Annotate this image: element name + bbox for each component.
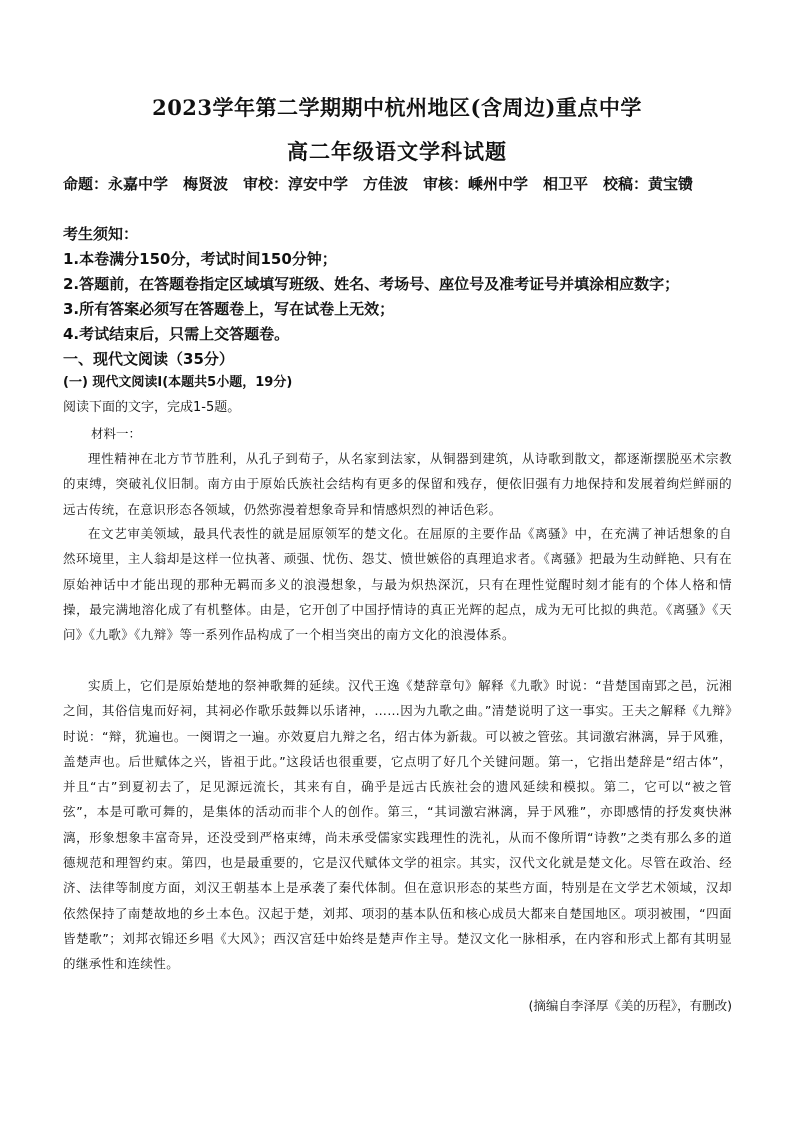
material-label: 材料一： [91,426,142,441]
exam-title-line2: 高二年级语文学科试题 [287,139,507,164]
authors-line: 命题：永嘉中学 梅贤波 审校：淳安中学 方佳波 审核：嵊州中学 相卫平 校稿：黄宝镄 [63,175,694,193]
note-item: 3.所有答案必须写在答题卷上，写在试卷上无效； [63,300,395,318]
exam-title-line1: 2023学年第二学期期中杭州地区(含周边)重点中学 [152,95,642,120]
note-item: 1.本卷满分150分，考试时间150分钟； [63,250,337,268]
subsection-title: (一) 现代文阅读Ⅰ(本题共5小题，19分) [63,375,293,390]
reading-instruction: 阅读下面的文字，完成1-5题。 [63,400,241,415]
section-title: 一、现代文阅读（35分） [63,350,234,368]
source-citation: (摘编自李泽厚《美的历程》，有删改) [528,998,732,1013]
passage-paragraph: 在文艺审美领域，最具代表性的就是屈原领军的楚文化。在屈原的主要作品《离骚》中，在充满了神话想象的自然环境里，主人翁却是这样一位执著、顽强、忧伤、怨艾、愤世嫉俗的真理追求者。《离骚》把最为生动鲜艳、只有在原始神话中才能出现的那种无羁而多义的浪漫想象，与最为炽热深沉，只有在理性觉醒时刻才能有的个体人格和情操，最完满地溶化成了有机整体。由是，它开创了中国抒情诗的真正光辉的起点，成为无可比拟的典范。《离骚》《天问》《九歌》《九辩》等一系列作品构成了一个相当突出的南方文化的浪漫体系。 [63,526,732,643]
passage-paragraph: 理性精神在北方节节胜利，从孔子到荀子，从名家到法家，从铜器到建筑，从诗歌到散文，都逐渐摆脱巫术宗教的束缚，突破礼仪旧制。南方由于原始氏族社会结构有更多的保留和残存，便依旧强有力地保持和发展着绚烂鲜丽的远古传统，在意识形态各领域，仍然弥漫着想象奇异和情感炽烈的神话色彩。 [63,451,732,517]
passage-paragraph: 实质上，它们是原始楚地的祭神歌舞的延续。汉代王逸《楚辞章句》解释《九歌》时说：“昔楚国南郢之邑，沅湘之间，其俗信鬼而好祠，其祠必作歌乐鼓舞以乐诸神，……因为九歌之曲。”清楚说明了这一事实。王夫之解释《九辩》时说：“辩，犹遍也。一阕谓之一遍。亦效夏启九辩之名，绍古体为新裁。可以被之管弦。其词激宕淋漓，异于风雅，盖楚声也。后世赋体之兴，皆祖于此。”这段话也很重要，它点明了好几个关键问题。第一，它指出楚辞是“绍古体”，并且“古”到夏初去了，足见源远流长，其来有自，确乎是远古氏族社会的遗风延续和模拟。第二，它可以“被之管弦”，本是可歌可舞的，是集体的活动而非个人的创作。第三，“其词激宕淋漓，异于风雅”，亦即感情的抒发爽快淋漓，形象想象丰富奇异，还没受到严格束缚，尚未承受儒家实践理性的洗礼，从而不像所谓“诗教”之类有那么多的道德规范和理智约束。第四，也是最重要的，它是汉代赋体文学的祖宗。其实，汉代文化就是楚文化。尽管在政治、经济、法律等制度方面，刘汉王朝基本上是承袭了秦代体制。但在意识形态的某些方面，特别是在文学艺术领域，汉却依然保持了南楚故地的乡土本色。汉起于楚，刘邦、项羽的基本队伍和核心成员大都来自楚国地区。项羽被围，“四面皆楚歌”；刘邦衣锦还乡唱《大风》；西汉宫廷中始终是楚声作主导。楚汉文化一脉相承，在内容和形式上都有其明显的继承性和连续性。 [63,678,732,972]
notes-title: 考生须知： [63,225,139,243]
note-item: 4.考试结束后，只需上交答题卷。 [63,325,290,343]
note-item: 2.答题前，在答题卷指定区域填写班级、姓名、考场号、座位号及准考证号并填涂相应数字； [63,275,680,293]
